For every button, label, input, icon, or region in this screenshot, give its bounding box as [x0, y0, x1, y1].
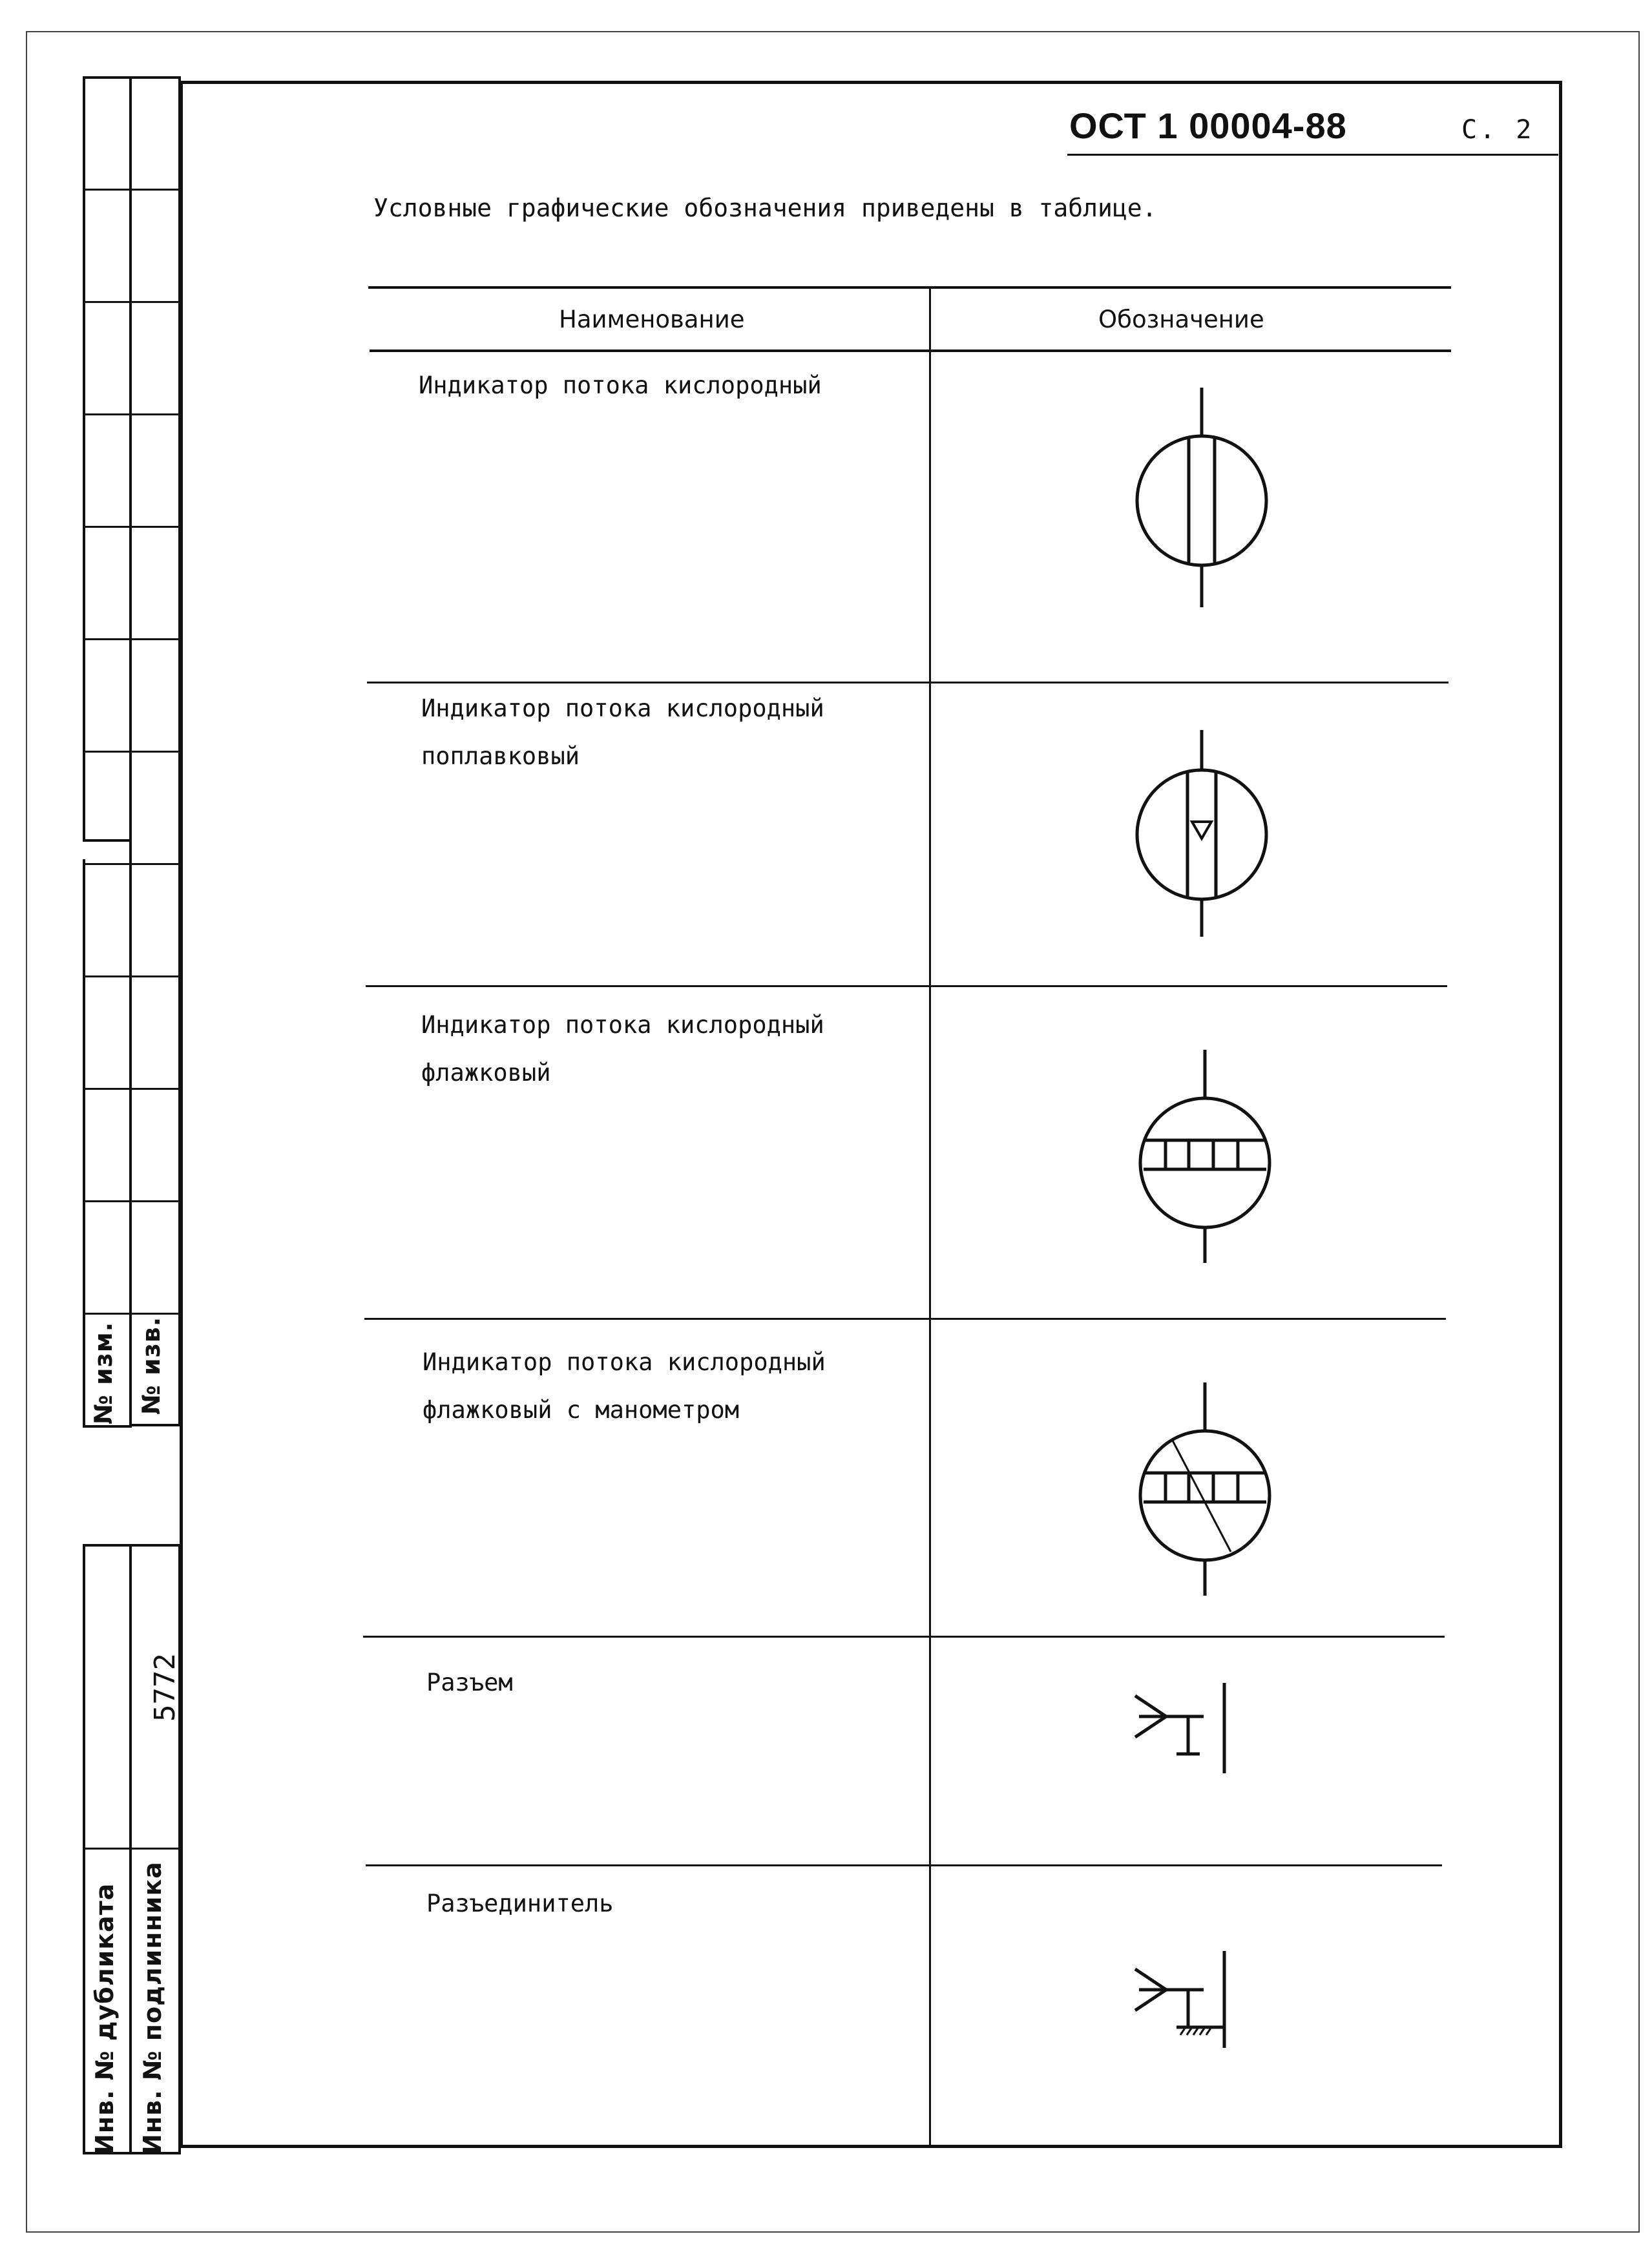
- drawing-frame: [180, 81, 1562, 2148]
- table-row-divider: [363, 1636, 1445, 1638]
- margin-divider: [83, 1200, 181, 1202]
- row-name: Индикатор потока кислородный поплавковый: [421, 694, 824, 770]
- margin-divider: [83, 189, 181, 191]
- table-row-divider: [367, 682, 1448, 683]
- inventory-number: 5772: [149, 1653, 182, 1722]
- notice-number-label: № изв.: [137, 1316, 165, 1415]
- row-name: Разъем: [426, 1669, 513, 1696]
- flag-flow-indicator-gauge-icon: [1137, 1382, 1279, 1596]
- column-header-name: Наименование: [559, 306, 745, 333]
- document-code: ОСТ 1 00004-88: [1069, 105, 1347, 146]
- row-name: Индикатор потока кислородный флажковый с манометром: [423, 1348, 826, 1424]
- margin-column-outer: [83, 76, 132, 842]
- column-header-symbol: Обозначение: [1098, 306, 1264, 333]
- row-name: Индикатор потока кислородный флажковый: [421, 1011, 824, 1087]
- change-number-label: № изм.: [89, 1321, 118, 1424]
- margin-divider: [83, 751, 181, 753]
- margin-divider: [83, 1313, 181, 1315]
- margin-divider: [83, 638, 181, 640]
- row-name: Разъединитель: [426, 1890, 614, 1917]
- margin-divider: [83, 863, 181, 865]
- margin-divider: [83, 975, 181, 977]
- connector-icon: [1134, 1683, 1237, 1773]
- disconnector-icon: [1134, 1951, 1237, 2048]
- page-number: С. 2: [1461, 115, 1534, 145]
- margin-divider: [83, 301, 181, 303]
- margin-divider: [83, 413, 181, 415]
- flow-indicator-icon: [1137, 388, 1266, 607]
- table-row-divider: [366, 985, 1447, 987]
- table-top-rule: [368, 286, 1451, 289]
- original-inventory-label: Инв. № подлинника: [138, 1861, 167, 2154]
- flag-flow-indicator-icon: [1137, 1050, 1279, 1263]
- table-row-divider: [364, 1318, 1446, 1320]
- intro-text: Условные графические обозначения приведены в таблице.: [373, 194, 1157, 222]
- row-name: Индикатор потока кислородный: [419, 371, 822, 399]
- margin-divider: [83, 526, 181, 528]
- float-flow-indicator-icon: [1134, 730, 1270, 937]
- table-header-rule: [370, 349, 1451, 352]
- margin-divider: [83, 1848, 181, 1850]
- margin-divider: [83, 1088, 181, 1090]
- table-row-divider: [366, 1864, 1442, 1866]
- header-rule: [1067, 154, 1558, 156]
- duplicate-inventory-label: Инв. № дубликата: [90, 1882, 119, 2154]
- table-column-divider: [929, 287, 931, 2148]
